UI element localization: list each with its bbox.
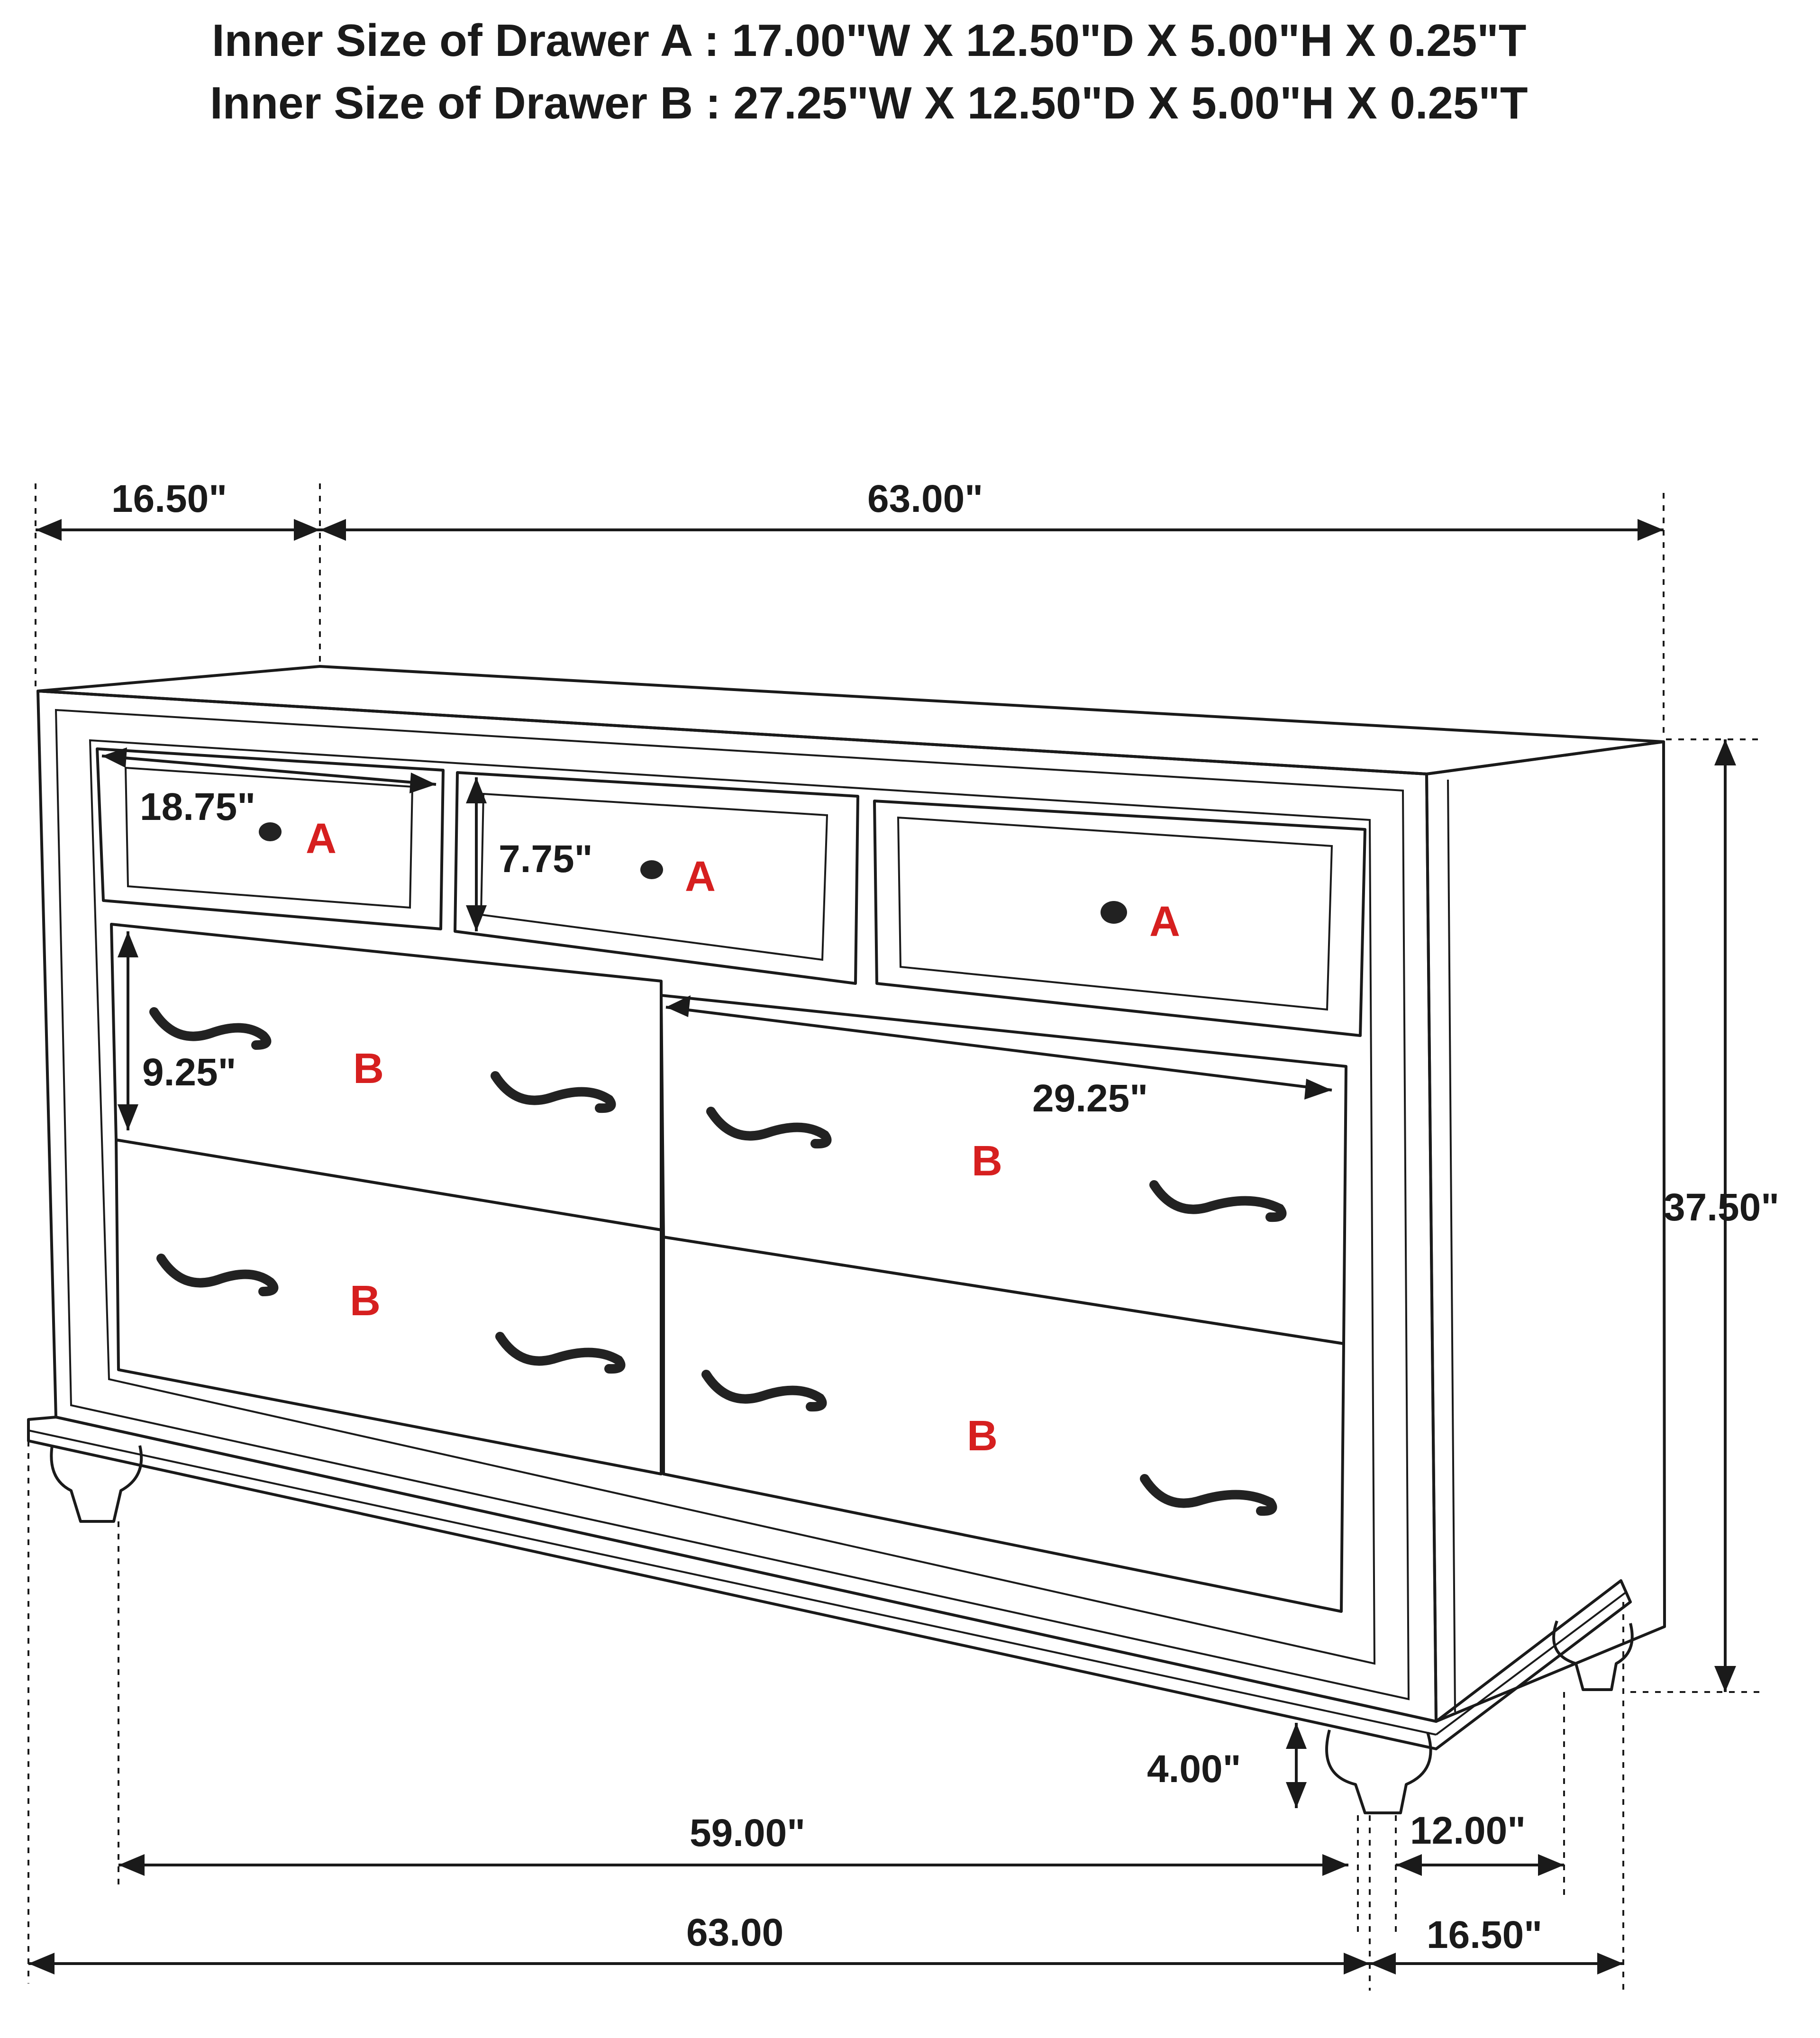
dim-bottom-depth-label: 16.50" (1427, 1913, 1543, 1956)
dim-total-height (1630, 739, 1779, 1692)
dim-drawer-a-width-label: 18.75" (140, 785, 256, 828)
dim-top-depth (36, 477, 320, 687)
pull-b2-right (1154, 1185, 1282, 1217)
dim-leg-height-label: 4.00" (1147, 1747, 1241, 1791)
label-drawer-b-2: B (972, 1137, 1002, 1185)
dim-leg-height (1147, 1723, 1307, 1808)
dim-leg-span-depth-label: 12.00" (1410, 1809, 1526, 1852)
drawer-b-3 (116, 1140, 661, 1474)
dim-top-depth-label: 16.50" (111, 477, 228, 520)
label-drawer-b-1: B (353, 1045, 384, 1092)
drawer-b-inner-size: Inner Size of Drawer B : 27.25"W X 12.50"D X 5.00"H X 0.25"T (210, 78, 1528, 128)
pull-b1-right (495, 1076, 611, 1108)
label-drawer-b-4: B (967, 1412, 998, 1460)
pull-b3-left (161, 1258, 273, 1292)
label-drawer-a-1: A (306, 815, 337, 863)
dim-top-width-label: 63.00" (867, 477, 983, 520)
pull-b1-left (154, 1012, 266, 1045)
knob-a-2 (640, 860, 663, 879)
dim-drawer-b-height-label: 9.25" (142, 1051, 237, 1094)
dim-leg-span-width-label: 59.00" (690, 1811, 806, 1855)
label-drawer-b-3: B (350, 1277, 381, 1325)
dim-top-width (320, 477, 1664, 739)
dim-bottom-width-label: 63.00 (686, 1911, 784, 1954)
label-drawer-a-3: A (1149, 898, 1180, 946)
drawer-a-inner-size: Inner Size of Drawer A : 17.00"W X 12.50"D X 5.00"H X 0.25"T (212, 15, 1527, 66)
dim-total-height-label: 37.50" (1664, 1186, 1780, 1229)
dim-drawer-b-width-label: 29.25" (1032, 1077, 1148, 1120)
pull-b3-right (500, 1337, 621, 1369)
dim-drawer-a-height-label: 7.75" (499, 837, 593, 881)
dim-leg-span-depth (1396, 1692, 1564, 1934)
front-right-leg (1327, 1730, 1431, 1813)
knob-a-1 (259, 822, 282, 841)
pull-b4-left (706, 1374, 822, 1407)
knob-a-3 (1101, 901, 1127, 924)
dim-drawer-b-width (666, 995, 1332, 1120)
drawer-b-4 (664, 1237, 1344, 1611)
label-drawer-a-2: A (685, 853, 716, 901)
dim-bottom-width (28, 1441, 1370, 1991)
pull-b4-right (1145, 1479, 1273, 1511)
pull-b2-left (711, 1111, 827, 1144)
